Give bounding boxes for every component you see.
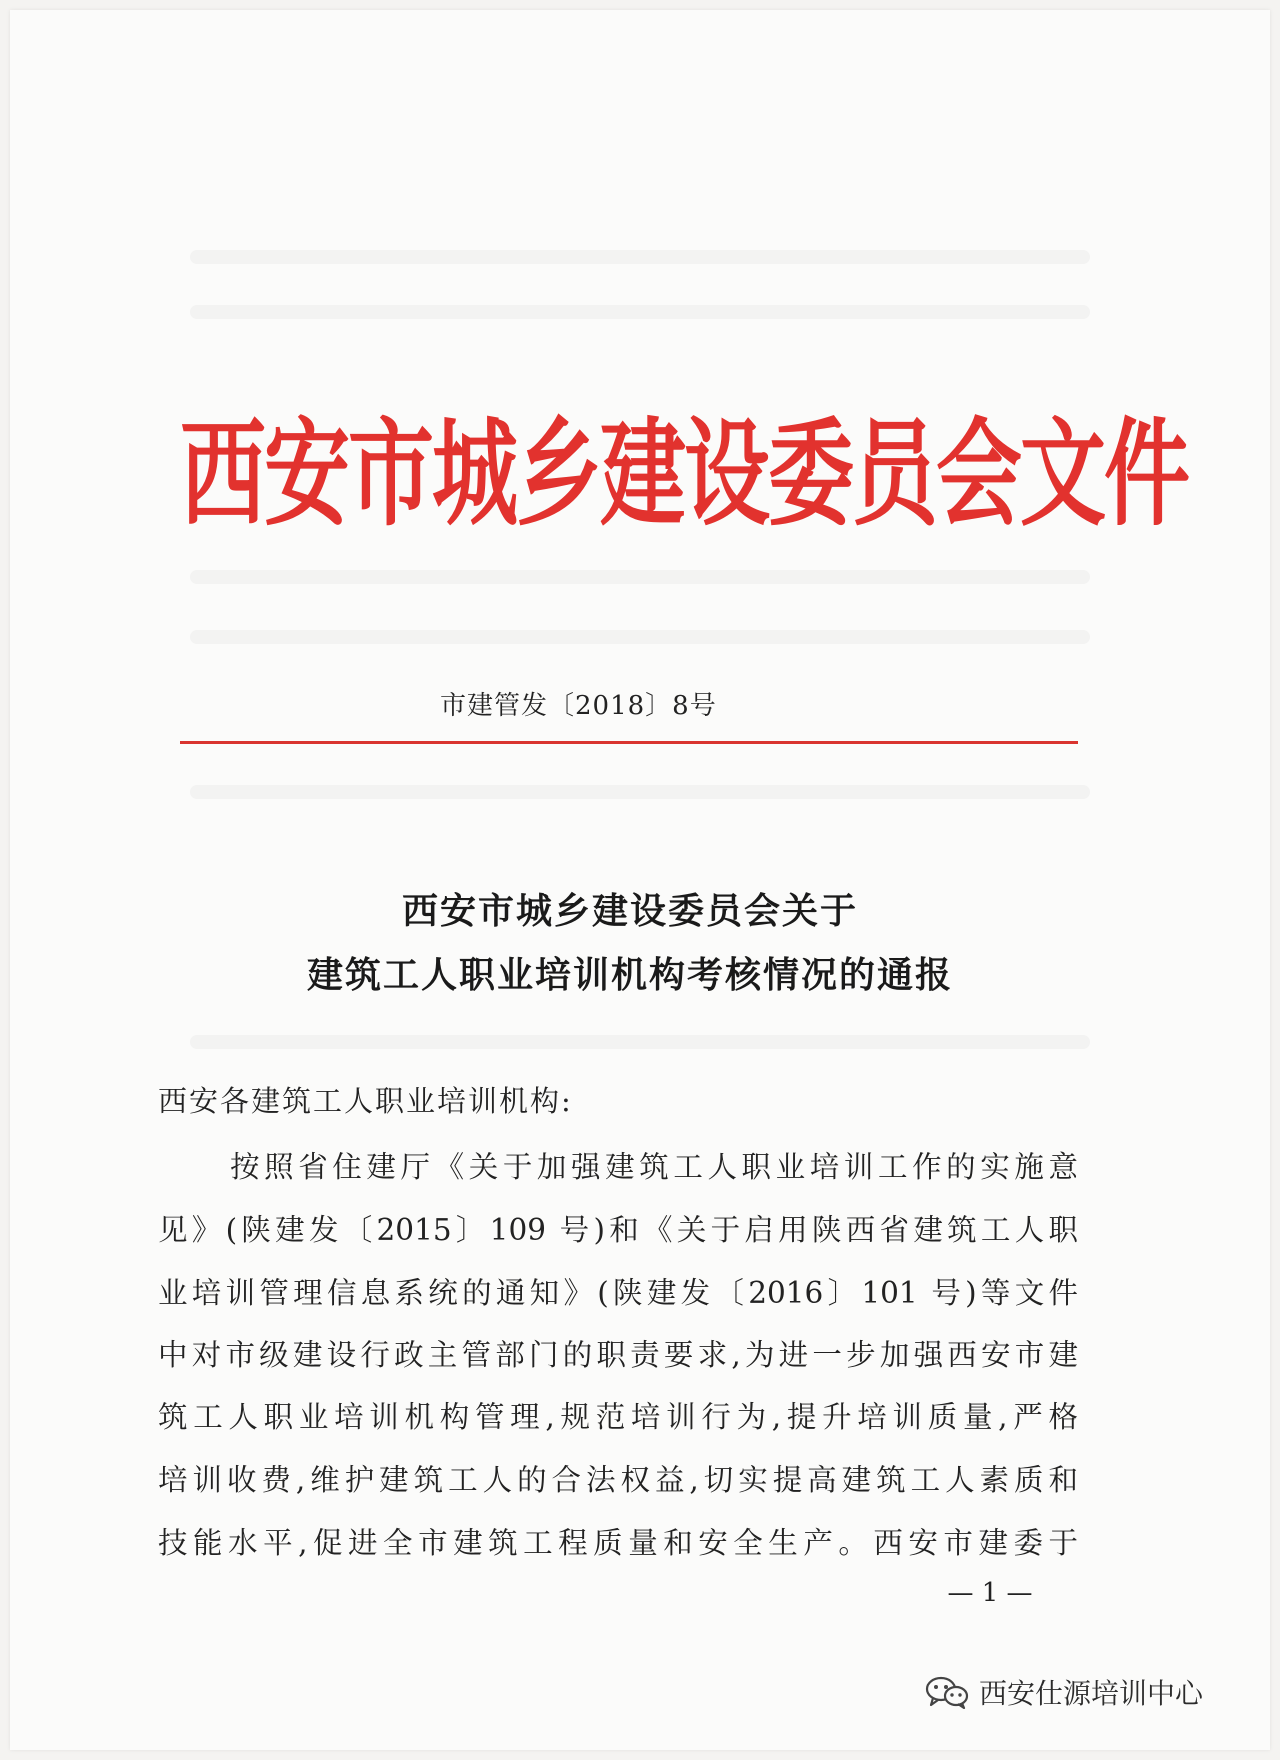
- body-line: 培训收费,维护建筑工人的合法权益,切实提高建筑工人素质和: [158, 1463, 1078, 1497]
- body-line: 按照省住建厅《关于加强建筑工人职业培训工作的实施意: [230, 1150, 1078, 1184]
- body-line: 见》(陕建发〔2015〕109 号)和《关于启用陕西省建筑工人职: [158, 1213, 1078, 1247]
- wechat-watermark: [925, 1670, 1203, 1714]
- bleed-through-mark: [190, 785, 1090, 799]
- bleed-through-mark: [190, 305, 1090, 319]
- page-number: — 1 —: [947, 1578, 1033, 1608]
- wechat-account-name: 西安仕源培训中心: [979, 1677, 1204, 1710]
- document-title-line-1: 西安市城乡建设委员会关于: [401, 890, 858, 932]
- document-title-line-2: 建筑工人职业培训机构考核情况的通报: [306, 954, 953, 996]
- wechat-icon: [925, 1675, 969, 1709]
- bleed-through-mark: [190, 630, 1090, 644]
- salutation: 西安各建筑工人职业培训机构:: [158, 1084, 573, 1118]
- letterhead-title: 西安市城乡建设委员会文件: [180, 406, 1188, 543]
- body-line: 中对市级建设行政主管部门的职责要求,为进一步加强西安市建: [158, 1338, 1078, 1372]
- body-line: 技能水平,促进全市建筑工程质量和安全生产。西安市建委于: [158, 1526, 1078, 1560]
- bleed-through-mark: [190, 1035, 1090, 1049]
- body-line: 筑工人职业培训机构管理,规范培训行为,提升培训质量,严格: [158, 1400, 1078, 1434]
- document-number: 市建管发〔2018〕8号: [440, 691, 717, 721]
- red-divider: [180, 741, 1078, 744]
- bleed-through-mark: [190, 250, 1090, 264]
- body-line: 业培训管理信息系统的通知》(陕建发〔2016〕101 号)等文件: [158, 1276, 1078, 1310]
